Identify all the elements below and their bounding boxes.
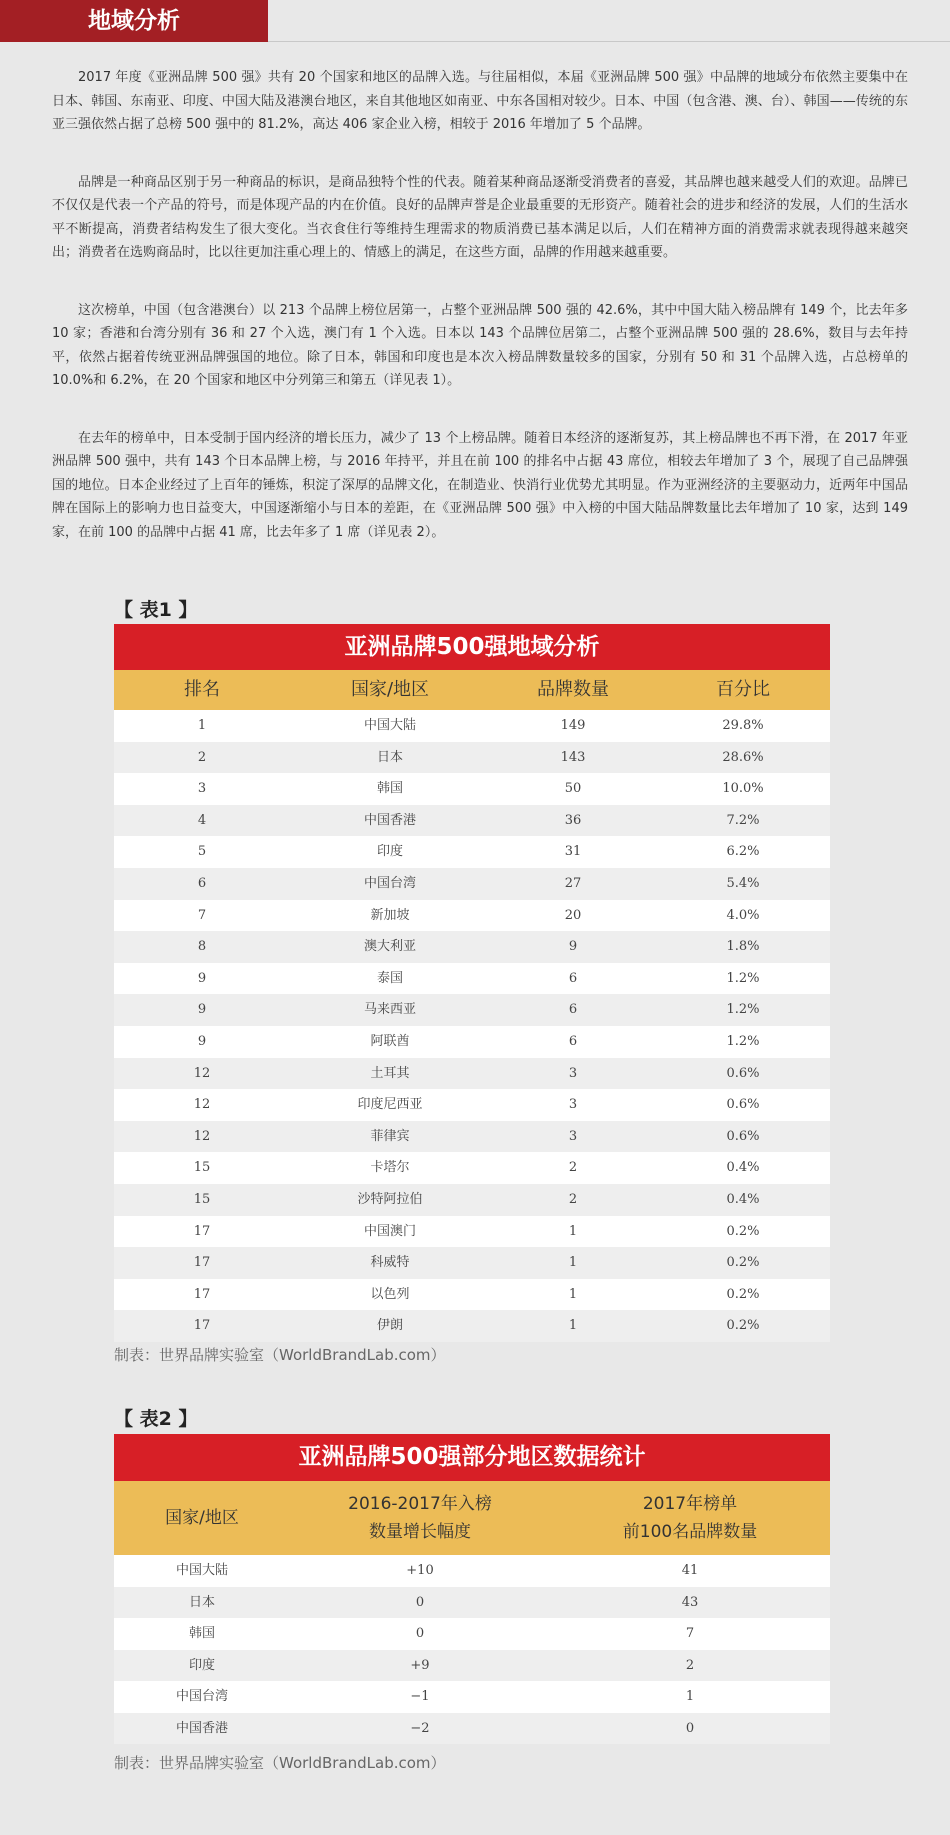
table-row	[114, 1681, 830, 1713]
table1-header	[114, 670, 830, 710]
table2-header-top100-line1: 2017年榜单	[642, 1494, 738, 1514]
table2-source: 制表：世界品牌实验室（WorldBrandLab.com）	[114, 1754, 446, 1772]
table-cell-region: 中国台湾	[363, 875, 416, 891]
table-cell-percent: 10.0%	[722, 781, 764, 797]
table-row	[114, 900, 830, 932]
table1-label: 【 表1 】	[114, 599, 198, 621]
table-cell-growth: −1	[410, 1689, 430, 1704]
table-cell-count: 50	[564, 781, 582, 797]
table-cell-count: 9	[568, 939, 578, 955]
table-cell-rank: 3	[197, 781, 207, 797]
table-cell-growth: +9	[410, 1657, 430, 1673]
table-cell-percent: 1.2%	[726, 970, 760, 986]
table2-body	[114, 1555, 830, 1744]
table-cell-count: 149	[560, 718, 586, 733]
table-cell-rank: 17	[193, 1286, 211, 1302]
table-cell-count: 20	[564, 907, 582, 923]
paragraph-3: 这次榜单，中国（包含港澳台）以 213 个品牌上榜位居第一，占整个亚洲品牌 500 强的 42.6%，其中中国大陆入榜品牌有 149 个，比去年多 10 家；香港和台湾分别有 36 和 27 个入选，澳门有 1 个入选。日本以 143 个品牌位居第二，占整个亚洲品牌 500 强的 28.6%，数目与去年持平，依然占据着传统亚洲品牌强国的地位。除了日本，韩国和印度也是本次入榜品牌数量较多的国家，分别有 50 和 31 个品牌入选，占总榜单的 10.0%和 6.2%，在 20 个国家和地区中分列第三和第五（详见表 1）。	[52, 302, 908, 388]
table-cell-rank: 9	[197, 970, 207, 986]
table-cell-percent: 4.0%	[726, 907, 760, 923]
table-cell-percent: 29.8%	[722, 718, 764, 733]
table-row	[114, 1713, 830, 1745]
table-cell-count: 1	[568, 1223, 578, 1239]
table-cell-growth: +10	[406, 1563, 434, 1578]
table-row	[114, 1184, 830, 1216]
intro-text	[52, 66, 908, 578]
table-row	[114, 742, 830, 774]
table1-header-region: 国家/地区	[350, 679, 430, 700]
table-cell-rank: 7	[197, 907, 207, 923]
table-row	[114, 1618, 830, 1650]
table-cell-count: 3	[568, 1097, 578, 1113]
table-cell-rank: 1	[197, 718, 207, 733]
table-row	[114, 773, 830, 805]
table-row	[114, 931, 830, 963]
table2-header-top100-line2: 前100名品牌数量	[622, 1522, 758, 1542]
table-cell-rank: 12	[193, 1065, 211, 1081]
table-row	[114, 1587, 830, 1619]
table-cell-percent: 6.2%	[726, 844, 760, 860]
table-cell-percent: 5.4%	[726, 875, 760, 891]
table-cell-count: 27	[564, 875, 582, 891]
table-cell-region: 日本	[376, 749, 403, 765]
table-cell-region: 印度	[376, 844, 403, 860]
table-cell-region: 中国香港	[363, 812, 416, 828]
table-cell-count: 1	[568, 1255, 578, 1271]
table-row	[114, 710, 830, 742]
table-cell-percent: 0.4%	[726, 1191, 760, 1207]
table-cell-percent: 1.2%	[726, 1002, 760, 1018]
table-row	[114, 1650, 830, 1682]
table-cell-rank: 9	[197, 1002, 207, 1018]
table-cell-region: 中国大陆	[363, 718, 416, 733]
table-cell-growth: −2	[410, 1720, 430, 1736]
table-cell-region: 中国香港	[175, 1720, 228, 1736]
table1-header-count: 品牌数量	[537, 679, 609, 700]
table1	[114, 624, 830, 1342]
table-cell-percent: 0.2%	[726, 1255, 760, 1271]
table-cell-region: 阿联酋	[370, 1033, 410, 1049]
table-cell-region: 科威特	[370, 1255, 410, 1271]
table-cell-count: 2	[568, 1160, 578, 1176]
table-cell-rank: 5	[197, 844, 207, 860]
table-cell-rank: 17	[193, 1255, 211, 1271]
table-cell-rank: 12	[193, 1128, 211, 1144]
table-cell-percent: 0.2%	[726, 1318, 760, 1334]
table-cell-count: 3	[568, 1128, 578, 1144]
table-cell-top100: 2	[685, 1657, 695, 1673]
table1-header-percent: 百分比	[716, 679, 770, 700]
paragraph-1: 2017 年度《亚洲品牌 500 强》共有 20 个国家和地区的品牌入选。与往届相似，本届《亚洲品牌 500 强》中品牌的地域分布依然主要集中在日本、韩国、东南亚、印度、中国大陆及港澳台地区，来自其他地区如南亚、中东各国相对较少。日本、中国（包含港、澳、台）、韩国——传统的东亚三强依然占据了总榜 500 强中的 81.2%，高达 406 家企业入榜，相较于 2016 年增加了 5 个品牌。	[52, 70, 908, 132]
table-cell-growth: 0	[415, 1594, 425, 1610]
table-cell-top100: 43	[681, 1594, 699, 1610]
table-cell-rank: 6	[197, 875, 207, 891]
table-cell-region: 伊朗	[376, 1318, 403, 1334]
table1-body	[114, 710, 830, 1342]
table-cell-rank: 2	[197, 749, 207, 765]
table-row	[114, 1026, 830, 1058]
table-cell-region: 澳大利亚	[363, 939, 416, 955]
table-cell-count: 6	[568, 1002, 578, 1018]
table-cell-top100: 1	[685, 1689, 695, 1704]
table2-title: 亚洲品牌500强部分地区数据统计	[114, 1434, 830, 1481]
table-cell-rank: 15	[193, 1160, 211, 1176]
table-cell-rank: 8	[197, 939, 207, 955]
table-row	[114, 868, 830, 900]
table-cell-region: 卡塔尔	[370, 1160, 410, 1176]
paragraph-2: 品牌是一种商品区别于另一种商品的标识，是商品独特个性的代表。随着某种商品逐渐受消费者的喜爱，其品牌也越来越受人们的欢迎。品牌已不仅仅是代表一个产品的符号，而是体现产品的内在价值。良好的品牌声誉是企业最重要的无形资产。随着社会的进步和经济的发展，人们的生活水平不断提高，消费者结构发生了很大变化。当衣食住行等维持生理需求的物质消费已基本满足以后，人们在精神方面的消费需求就表现得越来越突出；消费者在选购商品时，比以往更加注重心理上的、情感上的满足，在这些方面，品牌的作用越来越重要。	[52, 174, 908, 260]
table-cell-region: 菲律宾	[370, 1128, 410, 1144]
table-cell-percent: 1.8%	[726, 939, 760, 955]
table-cell-region: 沙特阿拉伯	[357, 1191, 423, 1207]
table-cell-region: 印度尼西亚	[357, 1097, 423, 1113]
table-cell-region: 中国台湾	[175, 1689, 228, 1704]
table1-header-rank: 排名	[184, 679, 220, 700]
table2-header-growth-line2: 数量增长幅度	[369, 1522, 471, 1542]
table2-header-top100	[550, 1481, 830, 1555]
table2-header-region: 国家/地区	[165, 1508, 239, 1528]
table-cell-region: 印度	[188, 1657, 215, 1673]
table-cell-percent: 7.2%	[726, 812, 760, 828]
paragraph-4: 在去年的榜单中，日本受制于国内经济的增长压力，减少了 13 个上榜品牌。随着日本经济的逐渐复苏，其上榜品牌也不再下滑，在 2017 年亚洲品牌 500 强中，共有 143 个日本品牌上榜，与 2016 年持平，并且在前 100 的排名中占据 43 席位，相较去年增加了 3 个，展现了自己品牌强国的地位。日本企业经过了上百年的锤炼，积淀了深厚的品牌文化，在制造业、快消行业优势尤其明显。作为亚洲经济的主要驱动力，近两年中国品牌在国际上的影响力也日益变大，中国逐渐缩小与日本的差距，在《亚洲品牌 500 强》中入榜的中国大陆品牌数量比去年增加了 10 家，达到 149 家，在前 100 的品牌中占据 41 席，比去年多了 1 席（详见表 2）。	[52, 430, 908, 540]
table2-header-growth	[290, 1481, 550, 1555]
table-cell-count: 36	[564, 812, 582, 828]
table2-header	[114, 1481, 830, 1555]
table-cell-percent: 0.6%	[726, 1128, 760, 1144]
table-row	[114, 1216, 830, 1248]
table-cell-region: 中国大陆	[175, 1563, 228, 1578]
table-cell-region: 中国澳门	[363, 1223, 416, 1239]
table-cell-count: 143	[560, 749, 586, 765]
table-cell-count: 1	[568, 1286, 578, 1302]
table-cell-top100: 7	[685, 1626, 695, 1641]
table-cell-region: 马来西亚	[363, 1002, 416, 1018]
section-title: 地域分析	[0, 0, 268, 42]
table-cell-count: 2	[568, 1191, 578, 1207]
table2-header-growth-line1: 2016-2017年入榜	[348, 1494, 492, 1514]
table-row	[114, 836, 830, 868]
table-row	[114, 963, 830, 995]
table-row	[114, 1247, 830, 1279]
table-cell-percent: 0.2%	[726, 1286, 760, 1302]
table-cell-region: 日本	[188, 1594, 215, 1610]
table-cell-percent: 0.4%	[726, 1160, 760, 1176]
table-row	[114, 1279, 830, 1311]
table-row	[114, 1089, 830, 1121]
table-cell-rank: 15	[193, 1191, 211, 1207]
table-cell-region: 泰国	[376, 970, 403, 986]
table2	[114, 1434, 830, 1744]
table-cell-count: 31	[564, 844, 582, 860]
table-cell-percent: 28.6%	[722, 749, 764, 765]
table-cell-region: 以色列	[370, 1286, 410, 1302]
table-row	[114, 994, 830, 1026]
table-cell-region: 韩国	[376, 781, 403, 797]
table2-label: 【 表2 】	[114, 1408, 198, 1430]
table-cell-rank: 17	[193, 1318, 211, 1334]
table-row	[114, 1058, 830, 1090]
table-cell-top100: 0	[685, 1720, 695, 1736]
table-row	[114, 1310, 830, 1342]
table-cell-percent: 0.6%	[726, 1065, 760, 1081]
table-row	[114, 1121, 830, 1153]
table-row	[114, 1555, 830, 1587]
table-cell-rank: 4	[197, 812, 207, 828]
table-cell-region: 韩国	[188, 1626, 215, 1641]
table-cell-region: 新加坡	[370, 907, 410, 923]
table-cell-rank: 9	[197, 1033, 207, 1049]
table-cell-growth: 0	[415, 1626, 425, 1641]
table-cell-percent: 0.6%	[726, 1097, 760, 1113]
table-cell-rank: 17	[193, 1223, 211, 1239]
table-cell-rank: 12	[193, 1097, 211, 1113]
table-row	[114, 805, 830, 837]
table1-source: 制表：世界品牌实验室（WorldBrandLab.com）	[114, 1346, 446, 1364]
title-divider	[268, 41, 950, 42]
table-cell-percent: 1.2%	[726, 1033, 760, 1049]
table1-title: 亚洲品牌500强地域分析	[114, 624, 830, 670]
table-cell-count: 6	[568, 1033, 578, 1049]
table-cell-top100: 41	[681, 1563, 699, 1578]
table-cell-count: 6	[568, 970, 578, 986]
table-cell-count: 1	[568, 1318, 578, 1334]
table-row	[114, 1152, 830, 1184]
table-cell-region: 土耳其	[370, 1065, 410, 1081]
table-cell-percent: 0.2%	[726, 1223, 760, 1239]
table-cell-count: 3	[568, 1065, 578, 1081]
